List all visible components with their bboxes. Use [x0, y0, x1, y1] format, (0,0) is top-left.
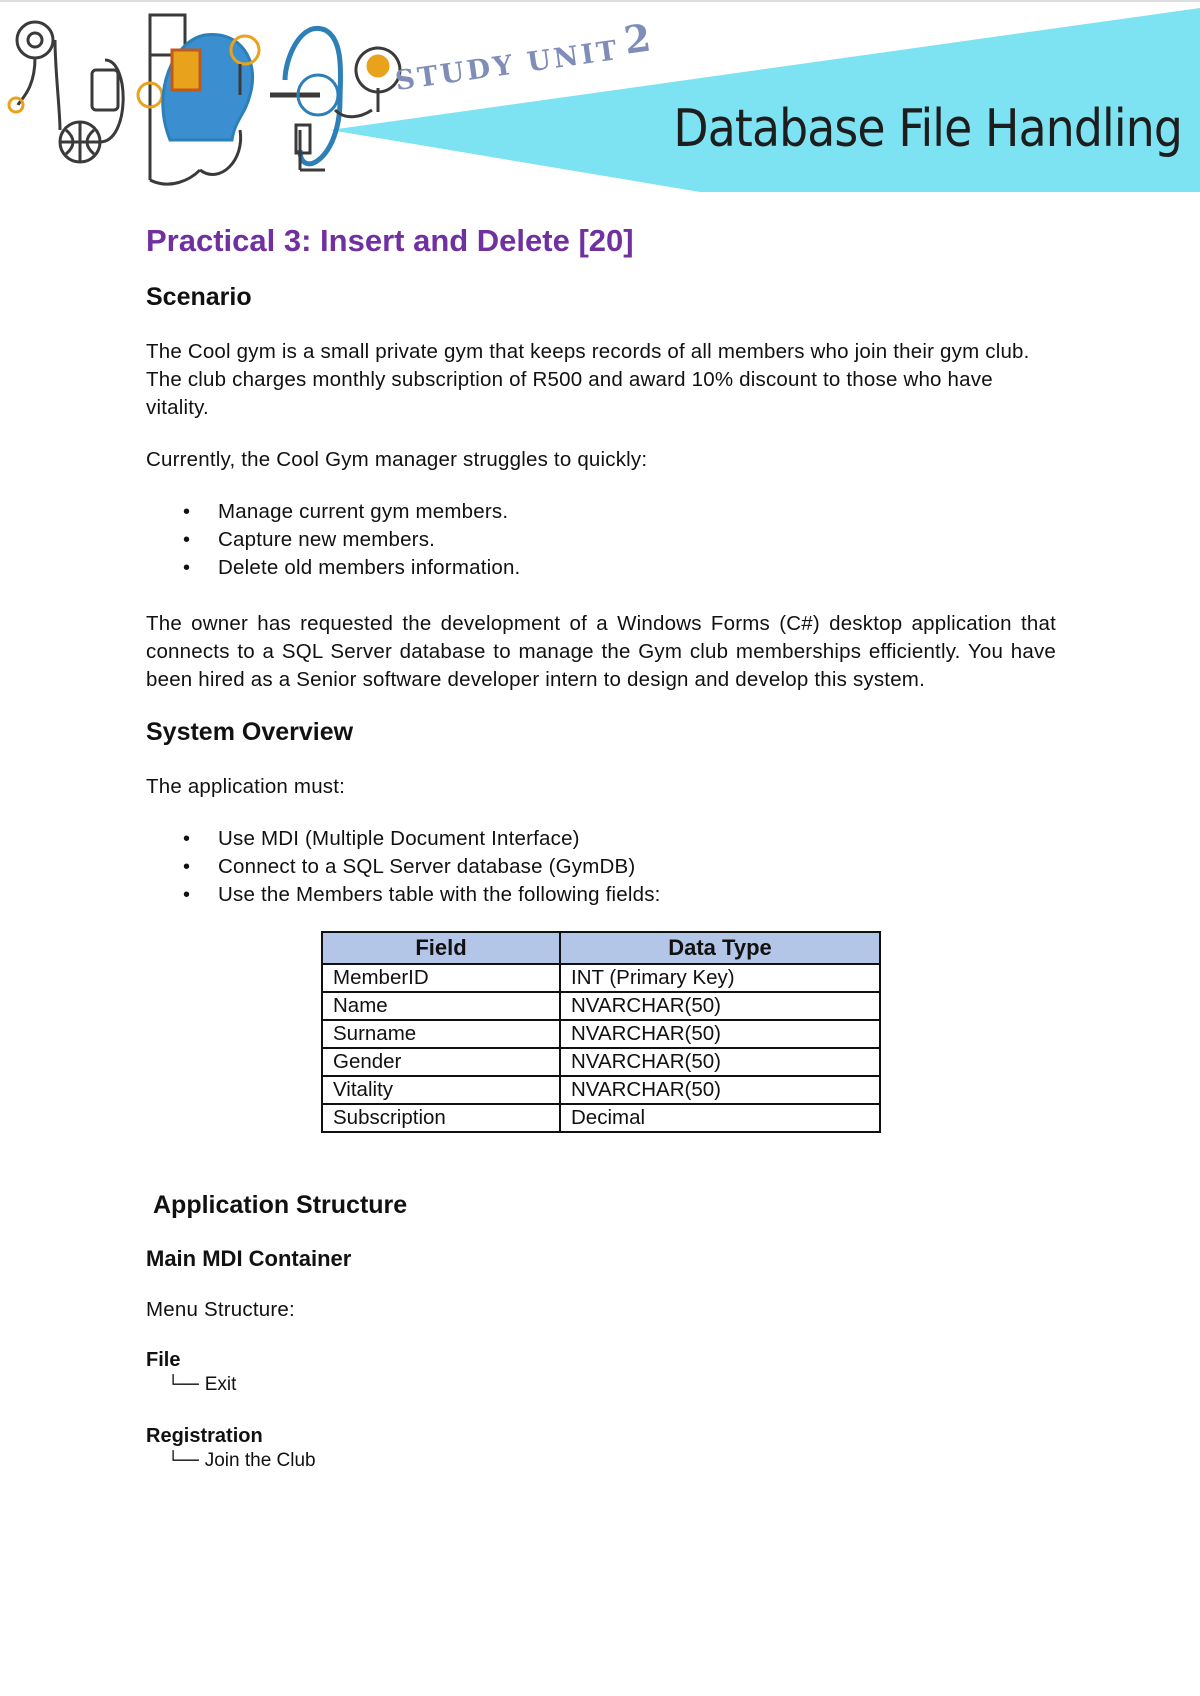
- scenario-bullet-list: [146, 498, 1056, 582]
- table-cell: Vitality: [322, 1076, 560, 1104]
- jar-icon: [92, 70, 118, 110]
- menu-child-join-the-club: [146, 1448, 1056, 1474]
- overview-intro: The application must:: [146, 775, 346, 798]
- scenario-paragraph-1: The Cool gym is a small private gym that keeps records of all members who join their gym club. The club charges monthly subscription of R500 and award 10% discount to those who have vitality.: [146, 340, 1030, 419]
- table-row: [322, 1076, 880, 1104]
- main-mdi-container-heading: Main MDI Container: [146, 1246, 352, 1271]
- table-cell: Surname: [322, 1020, 560, 1048]
- scenario-paragraph-3: The owner has requested the development of a Windows Forms (C#) desktop application that connects to a SQL Server database to manage the Gym club memberships efficiently. You have been hired as a Senior software developer intern to design and develop this system.: [146, 612, 1056, 691]
- study-unit-number: 2: [621, 14, 657, 63]
- tree-branch-glyph: └──: [168, 1375, 199, 1395]
- table-cell: NVARCHAR(50): [560, 992, 880, 1020]
- list-item: • Use MDI (Multiple Document Interface): [218, 825, 1056, 853]
- menu-structure-label: Menu Structure:: [146, 1298, 295, 1321]
- study-unit-banner: [0, 0, 1200, 200]
- table-row: [322, 1020, 880, 1048]
- menu-child-label: Join the Club: [204, 1450, 316, 1471]
- banner-title: Database File Handling: [673, 99, 1182, 159]
- table-cell: Gender: [322, 1048, 560, 1076]
- list-item: • Manage current gym members.: [218, 498, 1056, 526]
- menu-child-exit: [146, 1372, 1056, 1398]
- table-row: [322, 1104, 880, 1132]
- scenario-paragraph-2: Currently, the Cool Gym manager struggles to quickly:: [146, 448, 648, 471]
- table-cell: NVARCHAR(50): [560, 1076, 880, 1104]
- list-item: • Connect to a SQL Server database (GymDB): [218, 853, 1056, 881]
- menu-group-registration: [146, 1424, 1056, 1474]
- doodle-line-art: [9, 15, 400, 184]
- table-row: [322, 1048, 880, 1076]
- document-content: [146, 215, 1056, 1500]
- system-overview-heading: System Overview: [146, 718, 354, 746]
- tree-branch-glyph: └──: [168, 1451, 199, 1471]
- table-cell: NVARCHAR(50): [560, 1048, 880, 1076]
- list-item: • Delete old members information.: [218, 554, 1056, 582]
- menu-child-label: Exit: [204, 1374, 237, 1395]
- study-unit-text: STUDY UNIT: [393, 34, 622, 98]
- overview-bullet-list: [146, 825, 1056, 909]
- table-cell: Subscription: [322, 1104, 560, 1132]
- menu-title-registration: Registration: [146, 1425, 263, 1447]
- members-table: [321, 931, 881, 1133]
- location-pin-icon: [368, 56, 388, 76]
- application-structure-heading: Application Structure: [153, 1191, 408, 1219]
- table-cell: Decimal: [560, 1104, 880, 1132]
- table-row: [322, 992, 880, 1020]
- menu-group-file: [146, 1348, 1056, 1398]
- list-item: • Use the Members table with the following fields:: [218, 881, 1056, 909]
- list-item: • Capture new members.: [218, 526, 1056, 554]
- table-cell: Name: [322, 992, 560, 1020]
- table-cell: NVARCHAR(50): [560, 1020, 880, 1048]
- table-header-row: [322, 932, 880, 964]
- header-field: Field: [322, 932, 560, 964]
- menu-title-file: File: [146, 1349, 181, 1371]
- gear-icon: [17, 22, 53, 58]
- table-row: [322, 964, 880, 992]
- table-cell: MemberID: [322, 964, 560, 992]
- table-cell: INT (Primary Key): [560, 964, 880, 992]
- practical-title: Practical 3: Insert and Delete [20]: [146, 223, 634, 258]
- scenario-heading: Scenario: [146, 283, 252, 311]
- header-data-type: Data Type: [560, 932, 880, 964]
